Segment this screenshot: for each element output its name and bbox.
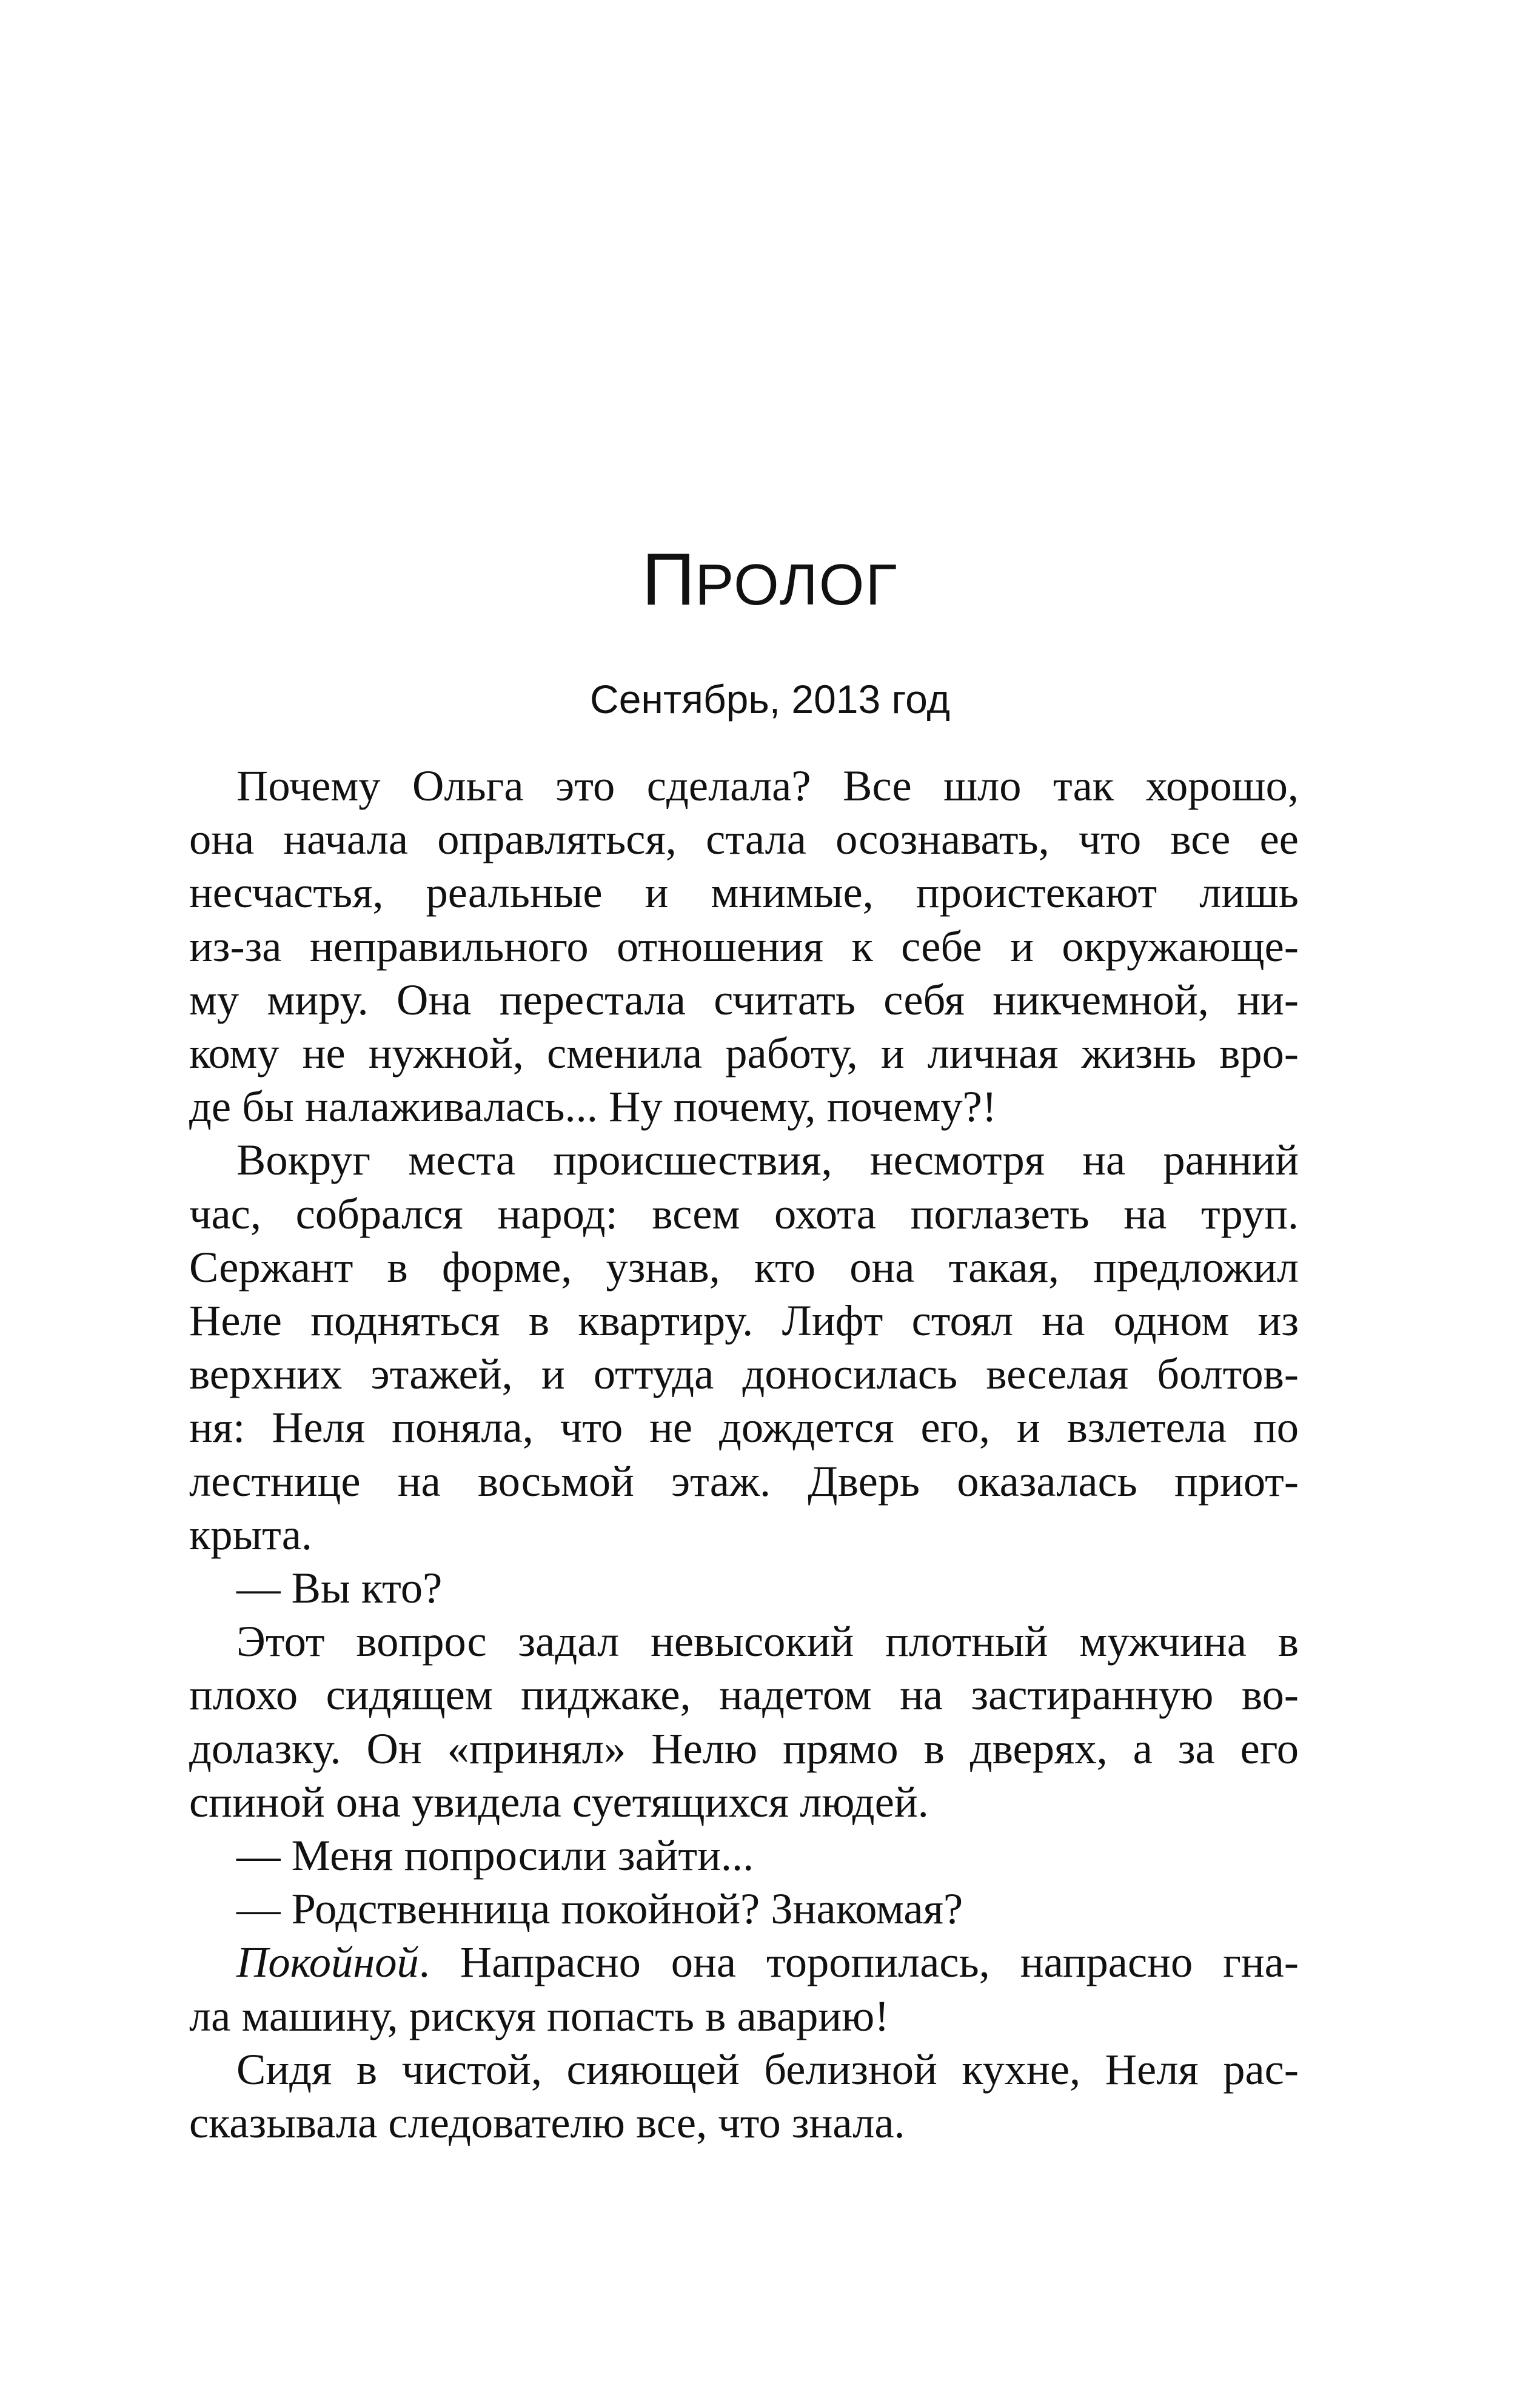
text-line: сказывала следователю все, что знала. [189, 2098, 905, 2148]
chapter-title [0, 540, 1540, 625]
text-line: ня: Неля поняла, что не дождется его, и взлетела по [189, 1402, 1299, 1452]
text-line: — Родственница покойной? Знакомая? [236, 1884, 963, 1934]
text-line: час, собрался народ: всем охота поглазеть на труп. [189, 1188, 1299, 1238]
dialogue-line [189, 1561, 1299, 1615]
paragraph [189, 2043, 1299, 2150]
paragraph [189, 1615, 1299, 1829]
text-line: несчастья, реальные и мнимые, проистекают лишь [189, 868, 1299, 917]
text-line: крыта. [189, 1509, 313, 1559]
text-line: плохо сидящем пиджаке, надетом на застиранную во- [189, 1670, 1299, 1720]
text-line: — Меня попросили зайти... [236, 1831, 754, 1880]
text-fragment: . Напрасно она торопилась, напрасно гна- [418, 1937, 1299, 1987]
chapter-body [189, 759, 1299, 2150]
text-line: ла машину, рискуя попасть в аварию! [189, 1991, 889, 2040]
chapter-title-rest: РОЛОГ [695, 552, 899, 617]
italic-word: Покойной [236, 1937, 419, 1987]
paragraph [189, 1935, 1299, 2042]
text-line: Сержант в форме, узнав, кто она такая, предложил [189, 1242, 1299, 1292]
text-line: долазку. Он «принял» Нелю прямо в дверях, а за его [189, 1723, 1299, 1773]
paragraph [189, 759, 1299, 1133]
text-line: лестнице на восьмой этаж. Дверь оказалась приот- [189, 1456, 1299, 1506]
text-line: Почему Ольга это сделала? Все шло так хорошо, [236, 761, 1299, 810]
text-line [189, 1935, 1299, 1989]
text-line: из-за неправильного отношения к себе и окружающе- [189, 921, 1299, 971]
chapter-subtitle: Сентябрь, 2013 год [590, 677, 950, 722]
paragraph [189, 1133, 1299, 1561]
text-line: кому не нужной, сменила работу, и личная жизнь вро- [189, 1028, 1299, 1078]
text-line: Вокруг места происшествия, несмотря на ранний [236, 1135, 1299, 1185]
text-line: спиной она увидела суетящихся людей. [189, 1777, 929, 1826]
chapter-title-initial: П [641, 538, 695, 620]
text-line: — Вы кто? [236, 1563, 443, 1613]
text-line: де бы налаживалась... Ну почему, почему?! [189, 1082, 997, 1131]
text-line: верхних этажей, и оттуда доносилась веселая болтов- [189, 1349, 1299, 1399]
text-line: му миру. Она перестала считать себя никчемной, ни- [189, 974, 1299, 1024]
dialogue-line [189, 1829, 1299, 1882]
text-line: она начала оправляться, стала осознавать, что все ее [189, 814, 1299, 864]
text-line: Этот вопрос задал невысокий плотный мужчина в [236, 1617, 1299, 1666]
dialogue-line [189, 1882, 1299, 1935]
text-line: Сидя в чистой, сияющей белизной кухне, Неля рас- [236, 2044, 1299, 2094]
text-line: Неле подняться в квартиру. Лифт стоял на одном из [189, 1296, 1299, 1345]
